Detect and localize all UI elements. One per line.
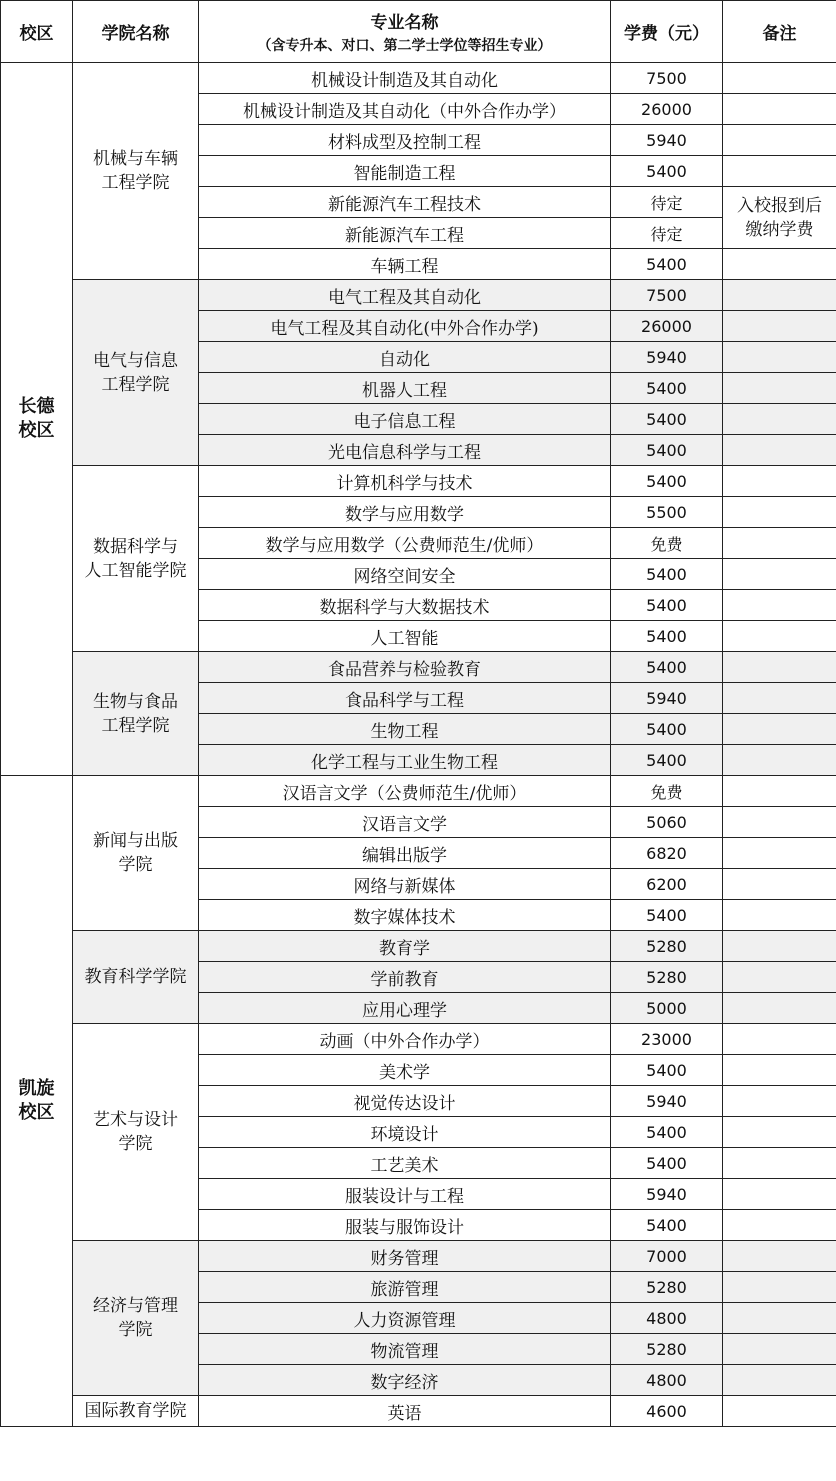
major-cell: 应用心理学 — [199, 993, 611, 1024]
fee-cell: 7500 — [611, 63, 723, 94]
fee-cell: 7500 — [611, 280, 723, 311]
college-cell: 数据科学与 人工智能学院 — [73, 466, 199, 652]
major-cell: 车辆工程 — [199, 249, 611, 280]
major-cell: 网络空间安全 — [199, 559, 611, 590]
major-cell: 视觉传达设计 — [199, 1086, 611, 1117]
note-cell — [723, 249, 836, 280]
fee-cell: 4800 — [611, 1365, 723, 1396]
major-cell: 服装与服饰设计 — [199, 1210, 611, 1241]
major-cell: 食品科学与工程 — [199, 683, 611, 714]
note-cell — [723, 993, 836, 1024]
major-cell: 数学与应用数学（公费师范生/优师） — [199, 528, 611, 559]
note-cell: 入校报到后 缴纳学费 — [723, 187, 836, 249]
note-cell — [723, 1272, 836, 1303]
fee-cell: 5400 — [611, 1210, 723, 1241]
major-cell: 汉语言文学（公费师范生/优师） — [199, 776, 611, 807]
table-body — [1, 63, 836, 1427]
note-cell — [723, 869, 836, 900]
note-cell — [723, 466, 836, 497]
note-cell — [723, 900, 836, 931]
note-cell — [723, 280, 836, 311]
table-row — [1, 1024, 836, 1055]
fee-cell: 26000 — [611, 94, 723, 125]
table-row — [1, 1241, 836, 1272]
fee-cell: 免费 — [611, 528, 723, 559]
fee-cell: 5400 — [611, 466, 723, 497]
table-row — [1, 63, 836, 94]
fee-cell: 6200 — [611, 869, 723, 900]
note-cell — [723, 776, 836, 807]
major-cell: 智能制造工程 — [199, 156, 611, 187]
fee-cell: 待定 — [611, 187, 723, 218]
major-cell: 人力资源管理 — [199, 1303, 611, 1334]
major-cell: 人工智能 — [199, 621, 611, 652]
note-cell — [723, 559, 836, 590]
note-cell — [723, 1210, 836, 1241]
note-cell — [723, 1024, 836, 1055]
note-cell — [723, 838, 836, 869]
major-cell: 环境设计 — [199, 1117, 611, 1148]
major-cell: 物流管理 — [199, 1334, 611, 1365]
major-cell: 计算机科学与技术 — [199, 466, 611, 497]
major-cell: 数据科学与大数据技术 — [199, 590, 611, 621]
major-cell: 电气工程及其自动化 — [199, 280, 611, 311]
major-cell: 新能源汽车工程技术 — [199, 187, 611, 218]
note-cell — [723, 714, 836, 745]
fee-cell: 5400 — [611, 590, 723, 621]
fee-cell: 7000 — [611, 1241, 723, 1272]
fee-cell: 5280 — [611, 1334, 723, 1365]
header-campus: 校区 — [1, 1, 73, 63]
major-cell: 英语 — [199, 1396, 611, 1427]
major-cell: 旅游管理 — [199, 1272, 611, 1303]
note-cell — [723, 683, 836, 714]
note-cell — [723, 745, 836, 776]
fee-cell: 5940 — [611, 683, 723, 714]
major-cell: 服装设计与工程 — [199, 1179, 611, 1210]
campus-cell: 长德 校区 — [1, 63, 73, 776]
fee-cell: 免费 — [611, 776, 723, 807]
fee-cell: 4800 — [611, 1303, 723, 1334]
college-cell: 艺术与设计 学院 — [73, 1024, 199, 1241]
note-cell — [723, 962, 836, 993]
note-cell — [723, 1241, 836, 1272]
major-cell: 食品营养与检验教育 — [199, 652, 611, 683]
major-cell: 网络与新媒体 — [199, 869, 611, 900]
note-cell — [723, 621, 836, 652]
fee-cell: 5400 — [611, 621, 723, 652]
fee-cell: 5400 — [611, 1148, 723, 1179]
fee-cell: 5000 — [611, 993, 723, 1024]
campus-cell: 凯旋 校区 — [1, 776, 73, 1427]
fee-cell: 5280 — [611, 1272, 723, 1303]
note-cell — [723, 1179, 836, 1210]
college-cell: 国际教育学院 — [73, 1396, 199, 1427]
note-cell — [723, 590, 836, 621]
header-major — [199, 1, 611, 63]
header-fee: 学费（元） — [611, 1, 723, 63]
major-cell: 光电信息科学与工程 — [199, 435, 611, 466]
major-cell: 化学工程与工业生物工程 — [199, 745, 611, 776]
fee-cell: 待定 — [611, 218, 723, 249]
major-cell: 工艺美术 — [199, 1148, 611, 1179]
fee-cell: 5400 — [611, 404, 723, 435]
major-cell: 生物工程 — [199, 714, 611, 745]
note-cell — [723, 156, 836, 187]
note-cell — [723, 931, 836, 962]
college-cell: 经济与管理 学院 — [73, 1241, 199, 1396]
note-cell — [723, 807, 836, 838]
fee-cell: 5280 — [611, 931, 723, 962]
fee-cell: 5400 — [611, 435, 723, 466]
note-cell — [723, 311, 836, 342]
fee-cell: 5400 — [611, 745, 723, 776]
table-row — [1, 1396, 836, 1427]
note-cell — [723, 125, 836, 156]
note-cell — [723, 528, 836, 559]
note-cell — [723, 94, 836, 125]
note-cell — [723, 652, 836, 683]
table-row — [1, 280, 836, 311]
major-cell: 机器人工程 — [199, 373, 611, 404]
table-row — [1, 652, 836, 683]
fee-cell: 5400 — [611, 652, 723, 683]
college-cell: 教育科学学院 — [73, 931, 199, 1024]
note-cell — [723, 1365, 836, 1396]
major-cell: 电子信息工程 — [199, 404, 611, 435]
college-cell: 生物与食品 工程学院 — [73, 652, 199, 776]
major-cell: 材料成型及控制工程 — [199, 125, 611, 156]
major-cell: 汉语言文学 — [199, 807, 611, 838]
fee-cell: 23000 — [611, 1024, 723, 1055]
note-cell — [723, 1396, 836, 1427]
table-row — [1, 466, 836, 497]
major-cell: 电气工程及其自动化(中外合作办学) — [199, 311, 611, 342]
college-cell: 电气与信息 工程学院 — [73, 280, 199, 466]
major-cell: 学前教育 — [199, 962, 611, 993]
major-cell: 编辑出版学 — [199, 838, 611, 869]
table-row — [1, 776, 836, 807]
fee-cell: 26000 — [611, 311, 723, 342]
fee-cell: 5400 — [611, 156, 723, 187]
fee-cell: 5400 — [611, 249, 723, 280]
fee-cell: 5940 — [611, 1086, 723, 1117]
fee-cell: 5400 — [611, 373, 723, 404]
major-cell: 动画（中外合作办学） — [199, 1024, 611, 1055]
fee-cell: 4600 — [611, 1396, 723, 1427]
fee-cell: 5400 — [611, 900, 723, 931]
major-cell: 教育学 — [199, 931, 611, 962]
fee-cell: 5400 — [611, 559, 723, 590]
college-cell: 机械与车辆 工程学院 — [73, 63, 199, 280]
header-college: 学院名称 — [73, 1, 199, 63]
major-cell: 新能源汽车工程 — [199, 218, 611, 249]
college-cell: 新闻与出版 学院 — [73, 776, 199, 931]
note-cell — [723, 1086, 836, 1117]
fee-cell: 6820 — [611, 838, 723, 869]
header-row — [1, 1, 836, 63]
fee-cell: 5280 — [611, 962, 723, 993]
major-cell: 机械设计制造及其自动化 — [199, 63, 611, 94]
note-cell — [723, 373, 836, 404]
major-cell: 财务管理 — [199, 1241, 611, 1272]
note-cell — [723, 1117, 836, 1148]
note-cell — [723, 1055, 836, 1086]
header-note: 备注 — [723, 1, 836, 63]
fee-cell: 5400 — [611, 714, 723, 745]
note-cell — [723, 342, 836, 373]
fee-cell: 5400 — [611, 1117, 723, 1148]
note-cell — [723, 63, 836, 94]
major-cell: 数学与应用数学 — [199, 497, 611, 528]
fee-cell: 5500 — [611, 497, 723, 528]
major-cell: 美术学 — [199, 1055, 611, 1086]
major-cell: 数字经济 — [199, 1365, 611, 1396]
fee-cell: 5400 — [611, 1055, 723, 1086]
header-major-subtitle: （含专升本、对口、第二学士学位等招生专业） — [257, 38, 552, 54]
fee-cell: 5940 — [611, 1179, 723, 1210]
note-cell — [723, 497, 836, 528]
note-cell — [723, 1303, 836, 1334]
major-cell: 数字媒体技术 — [199, 900, 611, 931]
fee-cell: 5940 — [611, 342, 723, 373]
header-major-title: 专业名称 — [370, 13, 439, 33]
note-cell — [723, 1334, 836, 1365]
table-row — [1, 931, 836, 962]
note-cell — [723, 404, 836, 435]
fee-cell: 5060 — [611, 807, 723, 838]
major-cell: 机械设计制造及其自动化（中外合作办学） — [199, 94, 611, 125]
note-cell — [723, 1148, 836, 1179]
fee-cell: 5940 — [611, 125, 723, 156]
major-cell: 自动化 — [199, 342, 611, 373]
note-cell — [723, 435, 836, 466]
